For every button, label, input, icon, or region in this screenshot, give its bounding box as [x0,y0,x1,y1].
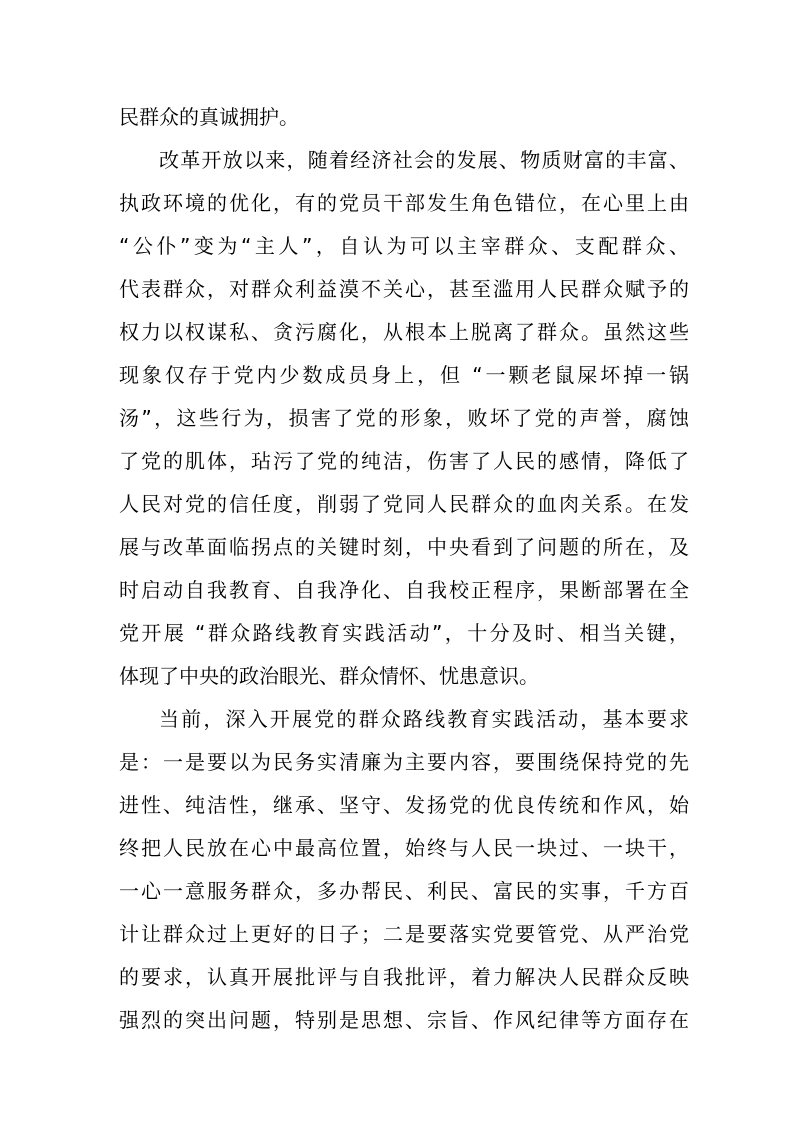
text-line-4: “公仆”变为“主人”，自认为可以主宰群众、支配群众、 [119,234,689,258]
body-text [119,96,689,1042]
text-line-12: 时启动自我教育、自我净化、自我校正程序，果断部署在全 [119,578,689,602]
text-line-3: 执政环境的优化，有的党员干部发生角色错位，在心里上由 [119,191,689,215]
text-line-16: 是：一是要以为民务实清廉为主要内容，要围绕保持党的先 [119,750,689,774]
text-line-18: 终把人民放在心中最高位置，始终与人民一块过、一块干， [119,836,689,860]
text-line-10: 人民对党的信任度，削弱了党同人民群众的血肉关系。在发 [119,492,689,516]
text-line-19: 一心一意服务群众，多办帮民、利民、富民的实事，千方百 [119,879,689,903]
text-line-15: 当前，深入开展党的群众路线教育实践活动，基本要求 [159,707,689,731]
text-line-8: 汤”，这些行为，损害了党的形象，败坏了党的声誉，腐蚀 [119,406,689,430]
text-line-11: 展与改革面临拐点的关键时刻，中央看到了问题的所在，及 [119,535,689,559]
text-line-14: 体现了中央的政治眼光、群众情怀、忧患意识。 [119,664,539,688]
text-line-9: 了党的肌体，玷污了党的纯洁，伤害了人民的感情，降低了 [119,449,689,473]
text-line-1: 民群众的真诚拥护。 [119,105,299,129]
text-line-21: 的要求，认真开展批评与自我批评，着力解决人民群众反映 [119,965,689,989]
text-line-6: 权力以权谋私、贪污腐化，从根本上脱离了群众。虽然这些 [119,320,689,344]
text-line-20: 计让群众过上更好的日子；二是要落实党要管党、从严治党 [119,922,689,946]
text-line-7: 现象仅存于党内少数成员身上，但 “一颗老鼠屎坏掉一锅 [119,363,689,387]
text-line-2: 改革开放以来，随着经济社会的发展、物质财富的丰富、 [159,148,689,172]
text-line-17: 进性、纯洁性，继承、坚守、发扬党的优良传统和作风，始 [119,793,689,817]
text-line-22: 强烈的突出问题，特别是思想、宗旨、作风纪律等方面存在 [119,1008,689,1032]
text-line-13: 党开展 “群众路线教育实践活动”，十分及时、相当关键， [119,621,689,645]
text-line-5: 代表群众，对群众利益漠不关心，甚至滥用人民群众赋予的 [119,277,689,301]
